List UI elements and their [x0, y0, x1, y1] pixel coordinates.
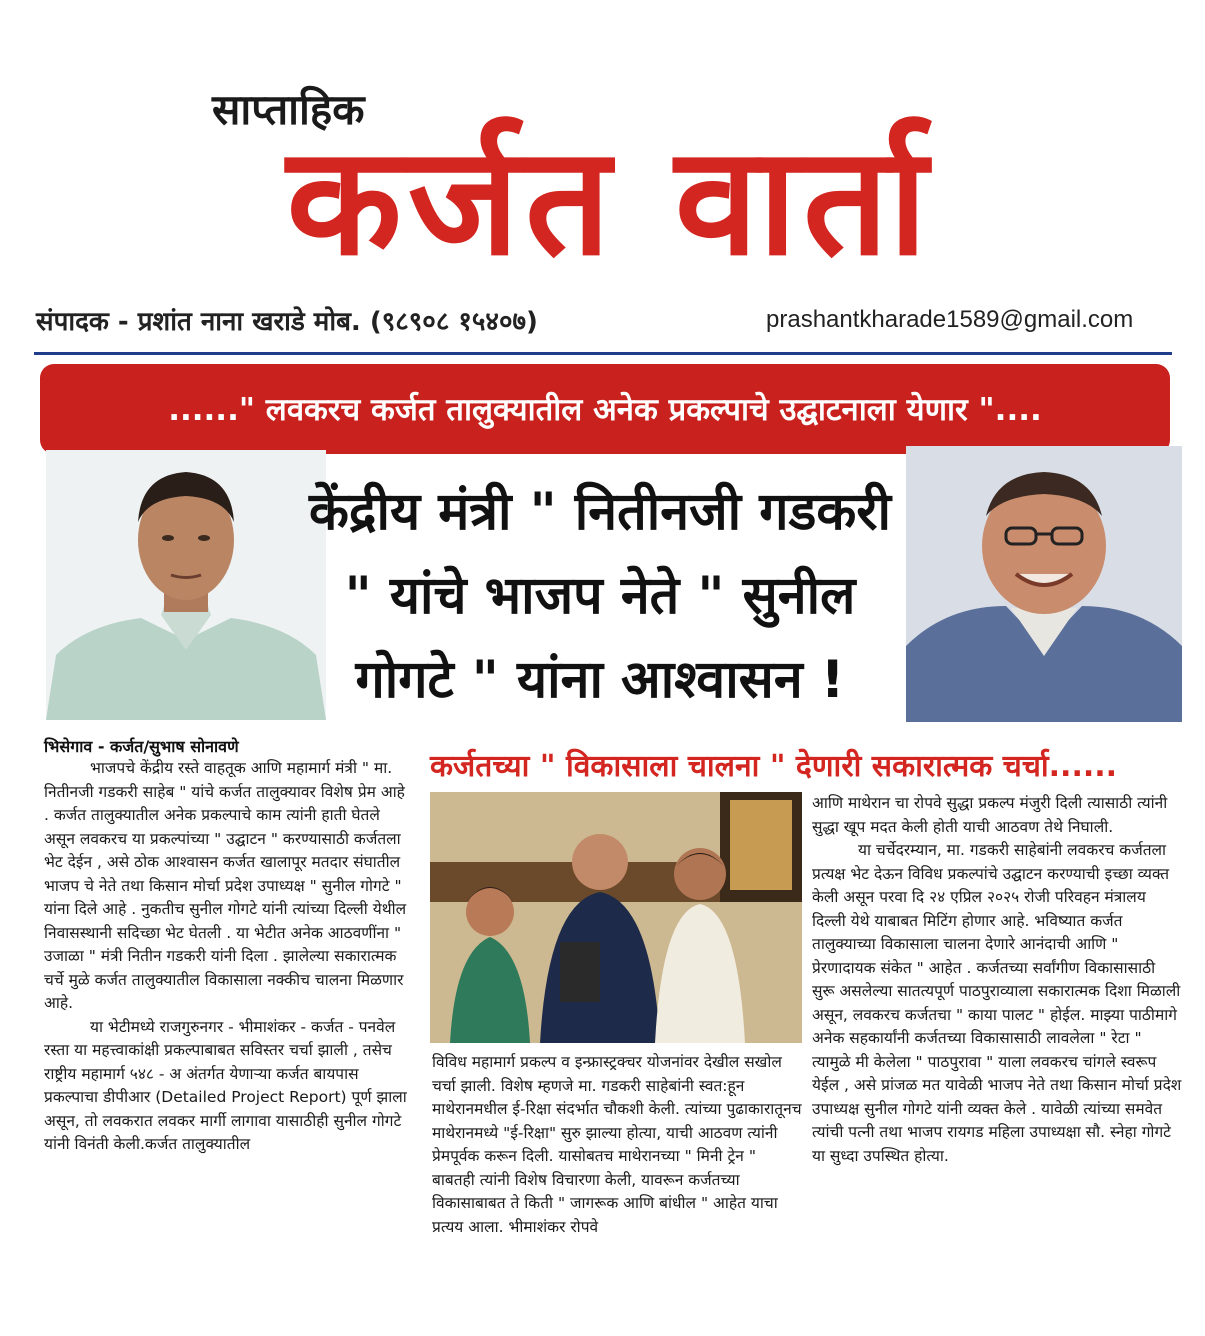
subheadline: कर्जतच्या " विकासाला चालना " देणारी सकारात्मक चर्चा...... [430, 749, 1118, 784]
group-photo-illustration [430, 792, 802, 1043]
headline-line: गोगटे " यांना आश्वासन ! [355, 650, 845, 710]
masthead-rule [34, 352, 1172, 355]
headline-line: " यांचे भाजप नेते " सुनील [344, 566, 856, 626]
newspaper-title: कर्जत वार्ता [286, 115, 934, 289]
article-paragraph: या भेटीमध्ये राजगुरुनगर - भीमाशंकर - कर्जत - पनवेल रस्ता या महत्त्वाकांक्षी प्रकल्पाबाबत सविस्तर चर्चा झाली , तसेच राष्ट्रीय महामार्ग ५४८ - अ अंतर्गत येणाऱ्या कर्जत बायपास प्रकल्पाचा डीपीआर (Detailed Project Report) पूर्ण झाला असून, तो लवकरात लवकर मार्गी लागावा यासाठीही सुनील गोगटे यांनी विनंती केली.कर्जत तालुक्यातील [44, 1017, 407, 1153]
article-paragraph: विविध महामार्ग प्रकल्प व इन्फ्रास्ट्रक्चर योजनांवर देखील सखोल चर्चा झाली. विशेष म्हणजे मा. गडकरी साहेबांनी स्वत:हून माथेरानमधील ई-रिक्षा संदर्भात चौकशी केली. त्यांच्या पुढाकारातूनच माथेरानमध्ये "ई-रिक्षा" सुरु झाल्या होत्या, याची आठवण त्यांनी प्रेमपूर्वक करून दिली. यासोबतच माथेरानच्या " मिनी ट्रेन " बाबतही त्यांनी विशेष विचारणा केली, यावरून कर्जतच्या विकासाबाबत ते किती " जागरूक आणि बांधील " आहेत याचा प्रत्यय आला. भीमाशंकर रोपवे [432, 1053, 802, 1236]
headline-line: केंद्रीय मंत्री " नितीनजी गडकरी [308, 482, 892, 542]
article-column-2 [432, 1051, 802, 1239]
editor-email: prashantkharade1589@gmail.com [766, 306, 1134, 333]
banner-text: ......" लवकरच कर्जत तालुक्यातील अनेक प्रकल्पाचे उद्घाटनाला येणार ".... [168, 392, 1042, 428]
article-paragraph: भाजपचे केंद्रीय रस्ते वाहतूक आणि महामार्ग मंत्री " मा. नितीनजी गडकरी साहेब " यांचे कर्जत तालुक्यावर विशेष प्रेम आहे . कर्जत तालुक्यातील अनेक प्रकल्पाचे काम त्यांनी हाती घेतले असून लवकरच या प्रकल्पांच्या " उद्घाटन " करण्यासाठी कर्जतला भेट देईन , असे ठोक आश्वासन कर्जत खालापूर मतदार संघातील भाजप चे नेते तथा किसान मोर्चा प्रदेश उपाध्यक्ष " सुनील गोगटे " यांना दिले आहे . नुकतीच सुनील गोगटे यांनी त्यांच्या दिल्ली येथील निवासस्थानी सदिच्छा भेट घेतली . या भेटीत अनेक आठवणींना " उजाळा " मंत्री नितीन गडकरी यांनी दिला . झालेल्या सकारात्मक चर्चे मुळे कर्जत तालुक्यातील विकासाला नक्कीच चालना मिळणार आहे. [44, 759, 407, 1012]
top-banner [40, 364, 1170, 454]
article-paragraph: आणि माथेरान चा रोपवे सुद्धा प्रकल्प मंजुरी दिली त्यासाठी त्यांनी सुद्धा खूप मदत केली होती याची आठवण तेथे निघाली. [812, 794, 1168, 836]
article-paragraph: या चर्चेदरम्यान, मा. गडकरी साहेबांनी लवकरच कर्जतला प्रत्यक्ष भेट देऊन विविध प्रकल्पांचे उद्घाटन करण्याची इच्छा व्यक्त केली असून परवा दि २४ एप्रिल २०२५ रोजी परिवहन मंत्रालय दिल्ली येथे याबाबत मिटिंग होणार आहे. भविष्यात कर्जत तालुक्याच्या विकासाला चालना देणारे आनंदाची आणि " प्रेरणादायक संकेत " आहेत . कर्जतच्या सर्वांगीण विकासासाठी सुरू असलेल्या सातत्यपूर्ण पाठपुराव्याला सकारात्मक दिशा मिळाली असून, लवकरच कर्जतचा " काया पालट " होईल. माझ्या पाठीमागे अनेक सहकार्यांनी कर्जतच्या विकासासाठी लावलेला " रेटा " त्यामुळे मी केलेला " पाठपुरावा " याला लवकरच चांगले स्वरूप येईल , असे प्रांजळ मत यावेळी भाजप नेते तथा किसान मोर्चा प्रदेश उपाध्यक्ष सुनील गोगटे यांनी व्यक्त केले . यावेळी त्यांच्या समवेत त्यांची पत्नी तथा भाजप रायगड महिला उपाध्यक्षा सौ. स्नेहा गोगटे या सुध्दा उपस्थित होत्या. [812, 841, 1182, 1165]
masthead-pretitle: साप्ताहिक [212, 85, 365, 134]
article-column-3 [812, 792, 1182, 1168]
group-photo [430, 792, 802, 1043]
byline: भिसेगाव - कर्जत/सुभाष सोनावणे [44, 737, 239, 756]
editor-line: संपादक - प्रशांत नाना खराडे मोब. (९८९०८ १५४०७) [36, 307, 538, 337]
main-headline [240, 470, 960, 722]
article-column-1 [44, 757, 414, 1157]
